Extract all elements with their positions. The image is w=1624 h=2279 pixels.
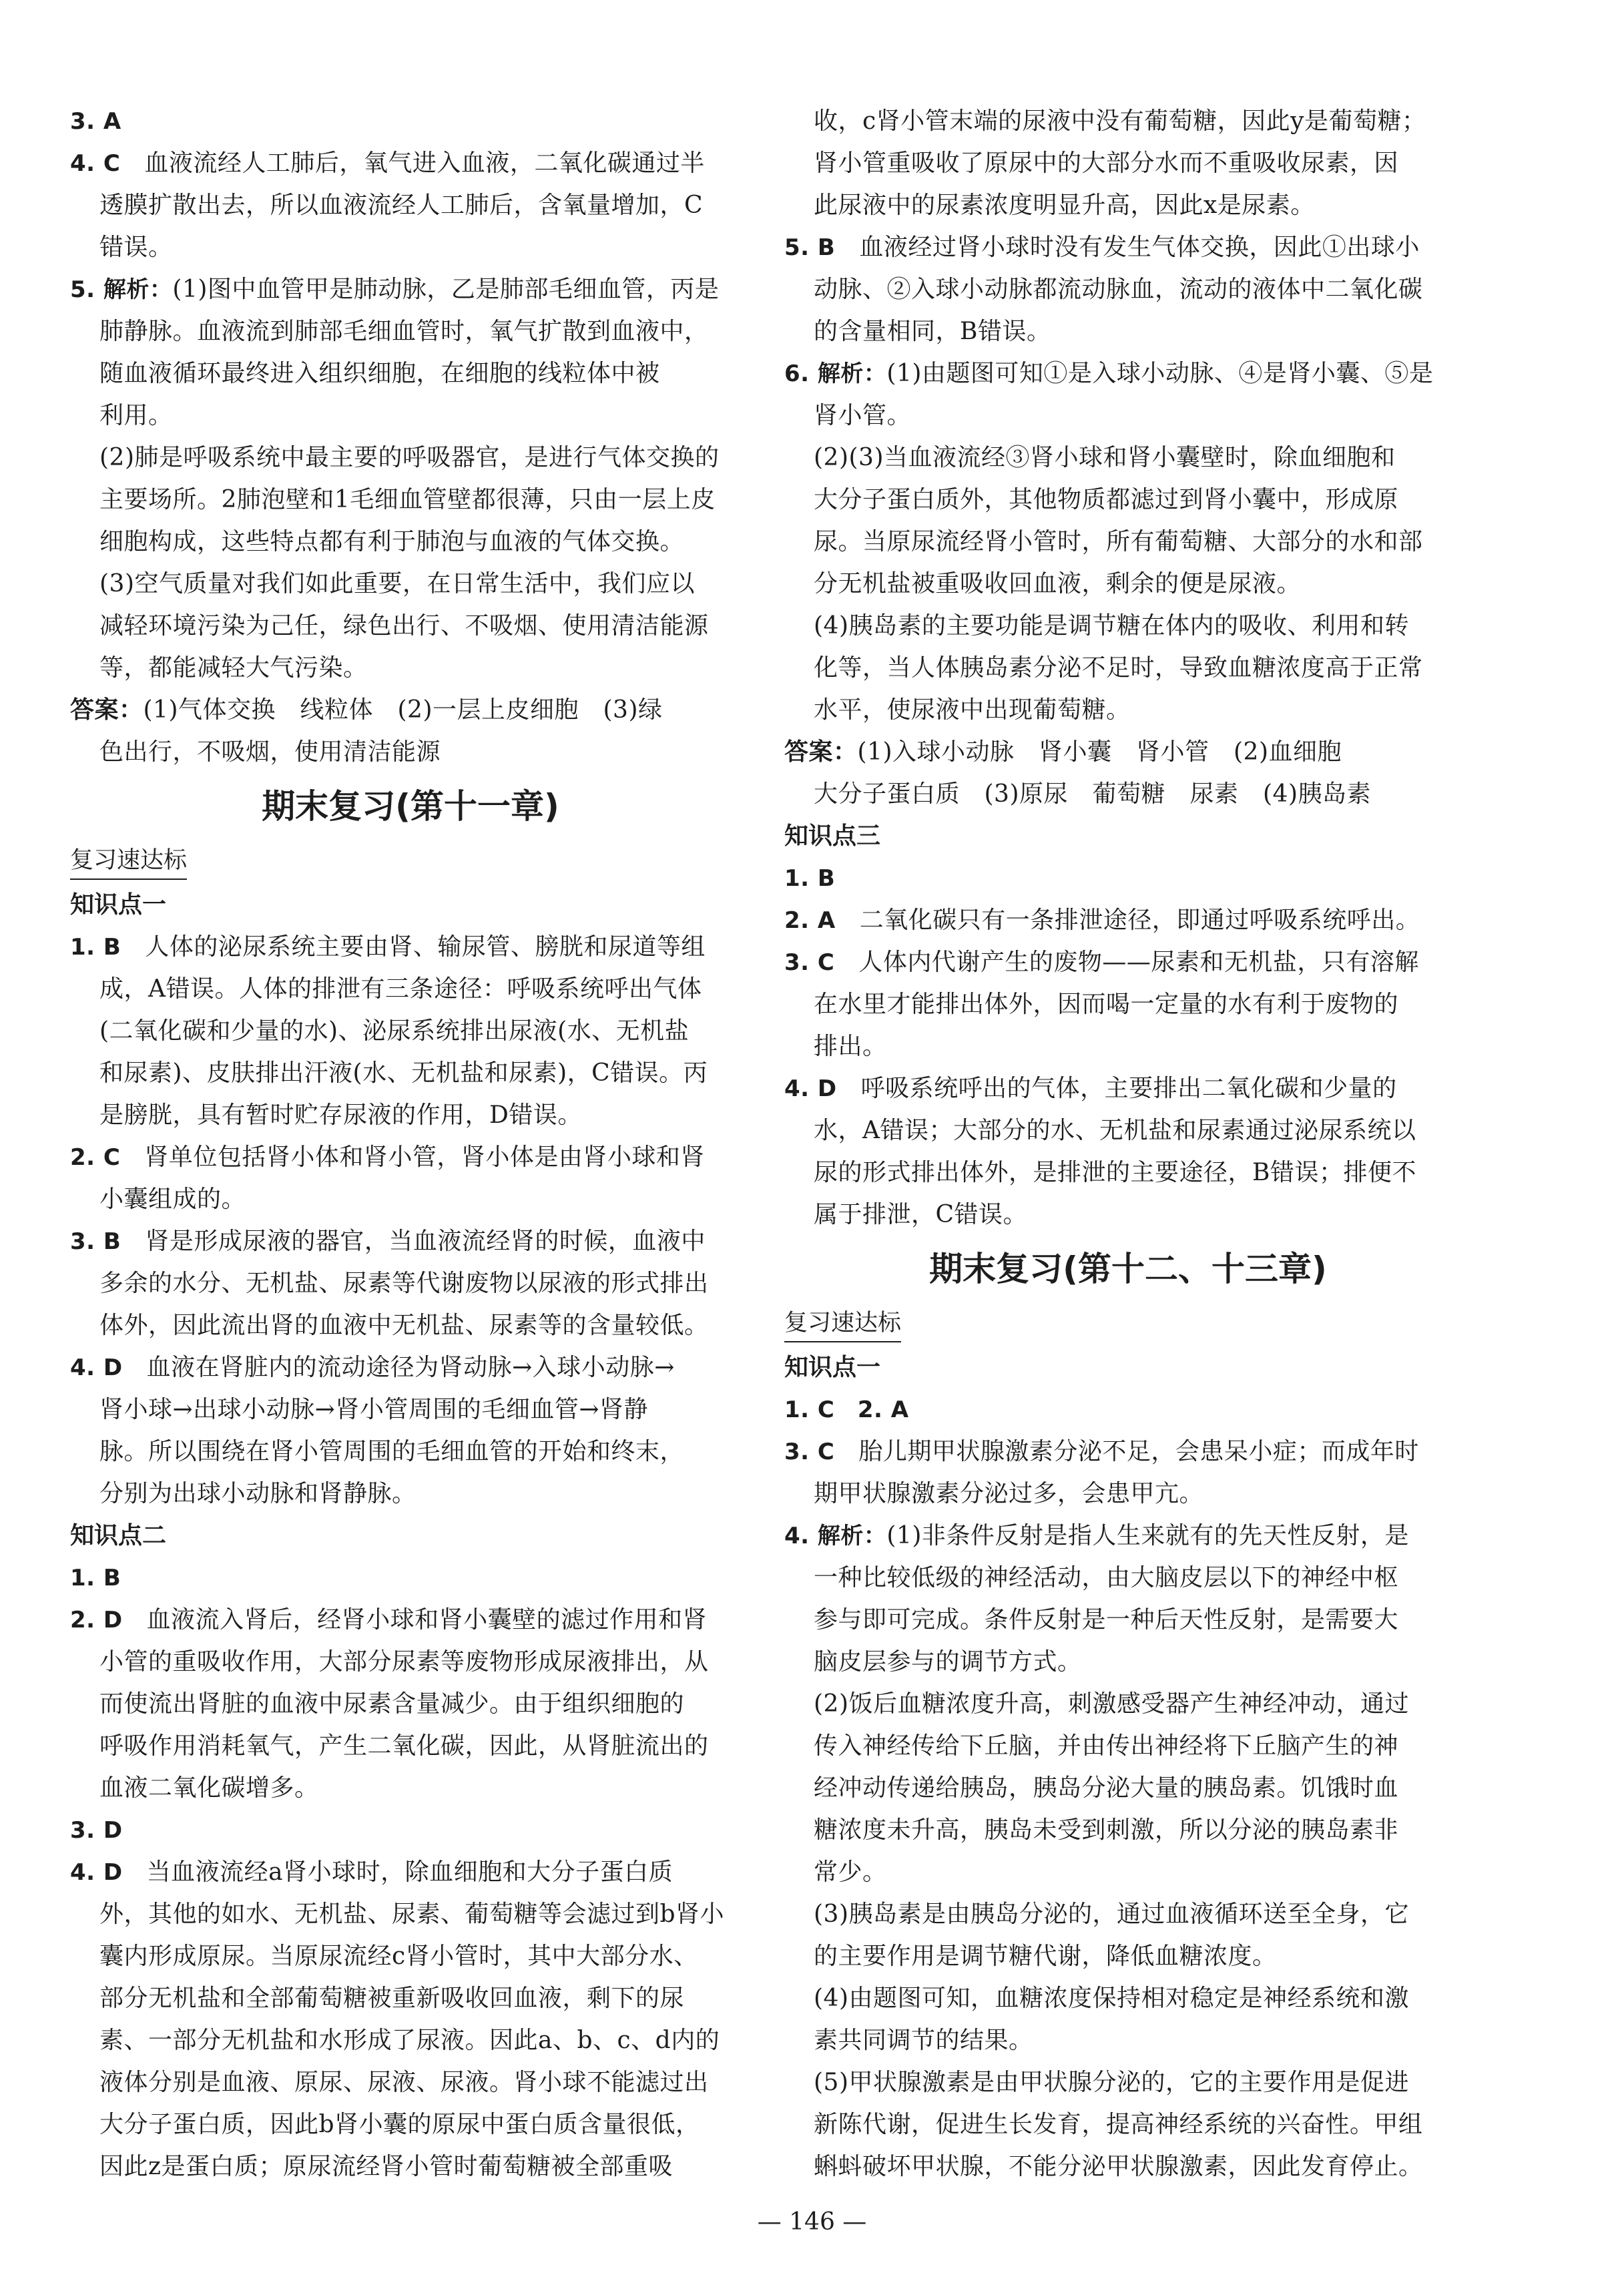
answer-text: 血液流经人工肺后，氧气进入血液，二氧化碳通过半 bbox=[144, 150, 705, 177]
text-line: 大分子蛋白质，因此b肾小囊的原尿中蛋白质含量很低， bbox=[99, 2111, 700, 2138]
text-line: 透膜扩散出去，所以血液流经人工肺后，含氧量增加，C bbox=[99, 192, 704, 219]
section-heading: 期末复习(第十一章) bbox=[262, 787, 559, 826]
text-line: (5)甲状腺激素是由甲状腺分泌的，它的主要作用是促进 bbox=[814, 2069, 1409, 2096]
text-line: 主要场所。2肺泡壁和1毛细血管壁都很薄，只由一层上皮 bbox=[99, 486, 716, 513]
text-line: 因此z是蛋白质；原尿流经肾小管时葡萄糖被全部重吸 bbox=[99, 2153, 673, 2180]
text-line: 的含量相同，B错误。 bbox=[814, 318, 1051, 345]
text-line: 脉。所以围绕在肾小管周围的毛细血管的开始和终末， bbox=[99, 1438, 685, 1465]
answer-text: 血液流入肾后，经肾小球和肾小囊壁的滤过作用和肾 bbox=[146, 1606, 708, 1633]
text-line: (2)饭后血糖浓度升高，刺激感受器产生神经冲动，通过 bbox=[814, 1690, 1409, 1718]
answer-text: 血液经过肾小球时没有发生气体交换，因此①出球小 bbox=[859, 234, 1420, 261]
text-line: (2)(3)当血液流经③肾小球和肾小囊壁时，除血细胞和 bbox=[814, 444, 1396, 471]
subsection-label: 复习速达标 bbox=[784, 1305, 901, 1342]
subsection-label: 复习速达标 bbox=[70, 842, 187, 880]
answer-item bbox=[70, 268, 751, 310]
answer-number: 1. B bbox=[70, 1565, 121, 1591]
text-line: 尿。当原尿流经肾小管时，所有葡萄糖、大部分的水和部 bbox=[814, 528, 1423, 555]
answer-number: 1. B bbox=[70, 934, 121, 961]
answer-number: 4. C bbox=[70, 150, 121, 177]
answer-text: 人体的泌尿系统主要由肾、输尿管、膀胱和尿道等组 bbox=[145, 933, 706, 961]
answer-number: 4. D bbox=[70, 1859, 123, 1886]
text-line: (4)由题图可知，血糖浓度保持相对稳定是神经系统和激 bbox=[814, 1985, 1409, 2012]
answer-number: 3. D bbox=[70, 1817, 123, 1844]
text-line: (二氧化碳和少量的水)、泌尿系统排出尿液(水、无机盐 bbox=[99, 1017, 690, 1045]
answer-number: 3. C bbox=[784, 1439, 835, 1465]
page-number: — 146 — bbox=[757, 2208, 867, 2236]
answer-text: (1)气体交换 线粒体 (2)一层上皮细胞 (3)绿 bbox=[143, 696, 663, 724]
text-line: 的主要作用是调节糖代谢，降低血糖浓度。 bbox=[814, 1943, 1277, 1970]
text-line: 素、一部分无机盐和水形成了尿液。因此a、b、c、d内的 bbox=[99, 2027, 720, 2054]
text-line: 是膀胱，具有暂时贮存尿液的作用，D错误。 bbox=[99, 1101, 582, 1129]
text-line: 肾小管。 bbox=[814, 402, 912, 429]
answer-text: 血液在肾脏内的流动途径为肾动脉→入球小动脉→ bbox=[146, 1354, 675, 1381]
text-line: 蝌蚪破坏甲状腺，不能分泌甲状腺激素，因此发育停止。 bbox=[814, 2153, 1423, 2180]
answer-text: 肾单位包括肾小体和肾小管，肾小体是由肾小球和肾 bbox=[144, 1144, 705, 1171]
answer-label: 答案： bbox=[784, 738, 858, 766]
knowledge-point-heading: 知识点一 bbox=[784, 1354, 881, 1381]
text-line: (2)肺是呼吸系统中最主要的呼吸器官，是进行气体交换的 bbox=[99, 444, 720, 471]
text-line: 尿的形式排出体外，是排泄的主要途径，B错误；排便不 bbox=[814, 1159, 1416, 1186]
text-line: 液体分别是血液、原尿、尿液、尿液。肾小球不能滤过出 bbox=[99, 2069, 709, 2096]
answer-number: 2. A bbox=[784, 907, 836, 934]
answer-item bbox=[70, 142, 751, 184]
text-line: 细胞构成，这些特点都有利于肺泡与血液的气体交换。 bbox=[99, 528, 685, 555]
text-line: 传入神经传给下丘脑，并由传出神经将下丘脑产生的神 bbox=[814, 1732, 1399, 1760]
answer-text: 胎儿期甲状腺激素分泌不足，会患呆小症；而成年时 bbox=[858, 1438, 1419, 1465]
right-column bbox=[784, 100, 1472, 2188]
answer-item bbox=[70, 1220, 751, 1262]
section-heading: 期末复习(第十二、十三章) bbox=[929, 1250, 1327, 1288]
answer-item bbox=[70, 1809, 751, 1851]
answer-item bbox=[784, 352, 1472, 395]
text-line: 常少。 bbox=[814, 1858, 887, 1886]
text-line: 大分子蛋白质 (3)原尿 葡萄糖 尿素 (4)胰岛素 bbox=[814, 780, 1371, 808]
answer-text: (1)入球小动脉 肾小囊 肾小管 (2)血细胞 bbox=[857, 738, 1342, 766]
text-line: 和尿素)、皮肤排出汗液(水、无机盐和尿素)，C错误。丙 bbox=[99, 1059, 708, 1087]
answer-summary bbox=[70, 689, 751, 731]
answer-number: 3. C bbox=[784, 949, 835, 976]
answer-text: 肾是形成尿液的器官，当血液流经肾的时候，血液中 bbox=[145, 1228, 706, 1255]
text-line: 糖浓度未升高，胰岛未受到刺激，所以分泌的胰岛素非 bbox=[814, 1816, 1399, 1844]
answer-number: 5. 解析： bbox=[70, 276, 173, 303]
text-line: 部分无机盐和全部葡萄糖被重新吸收回血液，剩下的尿 bbox=[99, 1985, 685, 2012]
text-line: 而使流出肾脏的血液中尿素含量减少。由于组织细胞的 bbox=[99, 1690, 685, 1718]
answer-text: 呼吸系统呼出的气体，主要排出二氧化碳和少量的 bbox=[860, 1075, 1397, 1102]
answer-number: 4. 解析： bbox=[784, 1523, 887, 1549]
answer-item bbox=[784, 1388, 1472, 1431]
text-line: 等，都能减轻大气污染。 bbox=[99, 654, 368, 682]
answer-item bbox=[784, 226, 1472, 268]
text-line: 血液二氧化碳增多。 bbox=[99, 1774, 319, 1802]
answer-text: (1)非条件反射是指人生来就有的先天性反射，是 bbox=[886, 1522, 1409, 1549]
answer-text: 当血液流经a肾小球时，除血细胞和大分子蛋白质 bbox=[146, 1858, 673, 1886]
answer-item bbox=[784, 899, 1472, 941]
text-line: 肾小球→出球小动脉→肾小管周围的毛细血管→肾静 bbox=[99, 1396, 648, 1423]
answer-item bbox=[784, 1067, 1472, 1109]
text-line: 此尿液中的尿素浓度明显升高，因此x是尿素。 bbox=[814, 192, 1315, 219]
text-line: 属于排泄，C错误。 bbox=[814, 1201, 1028, 1228]
text-line: 水平，使尿液中出现葡萄糖。 bbox=[814, 696, 1131, 724]
text-line: 脑皮层参与的调节方式。 bbox=[814, 1648, 1082, 1676]
answer-number: 5. B bbox=[784, 234, 836, 261]
text-line: (3)空气质量对我们如此重要，在日常生活中，我们应以 bbox=[99, 570, 695, 597]
answer-item bbox=[784, 857, 1472, 899]
answer-item bbox=[70, 100, 751, 142]
text-line: 成，A错误。人体的排泄有三条途径：呼吸系统呼出气体 bbox=[99, 975, 702, 1003]
knowledge-point-heading: 知识点二 bbox=[70, 1522, 167, 1549]
text-line: 呼吸作用消耗氧气，产生二氧化碳，因此，从肾脏流出的 bbox=[99, 1732, 709, 1760]
answer-label: 答案： bbox=[70, 696, 144, 724]
answer-number: 1. B bbox=[784, 865, 836, 892]
answer-number: 6. 解析： bbox=[784, 360, 887, 387]
knowledge-point-heading: 知识点一 bbox=[70, 891, 167, 919]
answer-text: (1)图中血管甲是肺动脉，乙是肺部毛细血管，丙是 bbox=[172, 276, 720, 303]
answer-item bbox=[70, 1599, 751, 1641]
answer-number: 3. A bbox=[70, 108, 121, 135]
answer-number: 2. C bbox=[70, 1144, 121, 1171]
subsection-wrapper bbox=[784, 1302, 1472, 1346]
text-line: 分别为出球小动脉和肾静脉。 bbox=[99, 1480, 417, 1507]
text-line: 动脉、②入球小动脉都流动脉血，流动的液体中二氧化碳 bbox=[814, 276, 1423, 303]
text-line: 小管的重吸收作用，大部分尿素等废物形成尿液排出，从 bbox=[99, 1648, 709, 1676]
answer-number: 4. D bbox=[784, 1075, 837, 1102]
answer-item bbox=[70, 1136, 751, 1178]
text-line: 经冲动传递给胰岛，胰岛分泌大量的胰岛素。饥饿时血 bbox=[814, 1774, 1399, 1802]
text-line: 多余的水分、无机盐、尿素等代谢废物以尿液的形式排出 bbox=[99, 1270, 709, 1297]
answer-item bbox=[70, 926, 751, 968]
answer-item bbox=[784, 941, 1472, 983]
answer-item bbox=[70, 1557, 751, 1599]
text-line: 错误。 bbox=[99, 234, 173, 261]
text-line: 肾小管重吸收了原尿中的大部分水而不重吸收尿素，因 bbox=[814, 150, 1399, 177]
answer-number: 1. C 2. A bbox=[784, 1397, 909, 1423]
text-line: 素共同调节的结果。 bbox=[814, 2027, 1033, 2054]
answer-text: 人体内代谢产生的废物——尿素和无机盐，只有溶解 bbox=[858, 949, 1419, 976]
answer-summary bbox=[784, 731, 1472, 773]
answer-number: 4. D bbox=[70, 1354, 123, 1381]
knowledge-point-heading: 知识点三 bbox=[784, 822, 881, 850]
answer-item bbox=[784, 1431, 1472, 1473]
text-line: 期甲状腺激素分泌过多，会患甲亢。 bbox=[814, 1480, 1204, 1507]
text-line: 色出行，不吸烟，使用清洁能源 bbox=[99, 738, 441, 766]
answer-item bbox=[70, 1851, 751, 1893]
answer-text: (1)由题图可知①是入球小动脉、④是肾小囊、⑤是 bbox=[886, 360, 1434, 387]
text-line: 大分子蛋白质外，其他物质都滤过到肾小囊中，形成原 bbox=[814, 486, 1399, 513]
answer-item bbox=[784, 1515, 1472, 1557]
text-line: 减轻环境污染为己任，绿色出行、不吸烟、使用清洁能源 bbox=[99, 612, 709, 640]
text-line: (4)胰岛素的主要功能是调节糖在体内的吸收、利用和转 bbox=[814, 612, 1409, 640]
text-line: 体外，因此流出肾的血液中无机盐、尿素等的含量较低。 bbox=[99, 1312, 709, 1339]
left-column bbox=[70, 100, 751, 2188]
subsection-wrapper bbox=[70, 840, 751, 884]
text-line: 利用。 bbox=[99, 402, 173, 429]
answer-text: 二氧化碳只有一条排泄途径，即通过呼吸系统呼出。 bbox=[859, 907, 1420, 934]
answer-number: 2. D bbox=[70, 1607, 123, 1633]
text-line: 收，c肾小管末端的尿液中没有葡萄糖，因此y是葡萄糖； bbox=[814, 107, 1426, 135]
text-line: 随血液循环最终进入组织细胞，在细胞的线粒体中被 bbox=[99, 360, 660, 387]
text-line: (3)胰岛素是由胰岛分泌的，通过血液循环送至全身，它 bbox=[814, 1901, 1409, 1928]
text-line: 参与即可完成。条件反射是一种后天性反射，是需要大 bbox=[814, 1606, 1399, 1633]
text-line: 水，A错误；大部分的水、无机盐和尿素通过泌尿系统以 bbox=[814, 1117, 1416, 1144]
answer-item bbox=[70, 1346, 751, 1388]
text-line: 新陈代谢，促进生长发育，提高神经系统的兴奋性。甲组 bbox=[814, 2111, 1423, 2138]
text-line: 外，其他的如水、无机盐、尿素、葡萄糖等会滤过到b肾小 bbox=[99, 1901, 725, 1928]
text-line: 在水里才能排出体外，因而喝一定量的水有利于废物的 bbox=[814, 991, 1399, 1018]
text-line: 囊内形成原尿。当原尿流经c肾小管时，其中大部分水、 bbox=[99, 1943, 698, 1970]
text-line: 分无机盐被重吸收回血液，剩余的便是尿液。 bbox=[814, 570, 1302, 597]
text-line: 小囊组成的。 bbox=[99, 1186, 246, 1213]
text-line: 化等，当人体胰岛素分泌不足时，导致血糖浓度高于正常 bbox=[814, 654, 1423, 682]
text-line: 一种比较低级的神经活动，由大脑皮层以下的神经中枢 bbox=[814, 1564, 1399, 1591]
answer-number: 3. B bbox=[70, 1228, 121, 1255]
text-line: 排出。 bbox=[814, 1033, 887, 1060]
text-line: 肺静脉。血液流到肺部毛细血管时，氧气扩散到血液中， bbox=[99, 318, 709, 345]
